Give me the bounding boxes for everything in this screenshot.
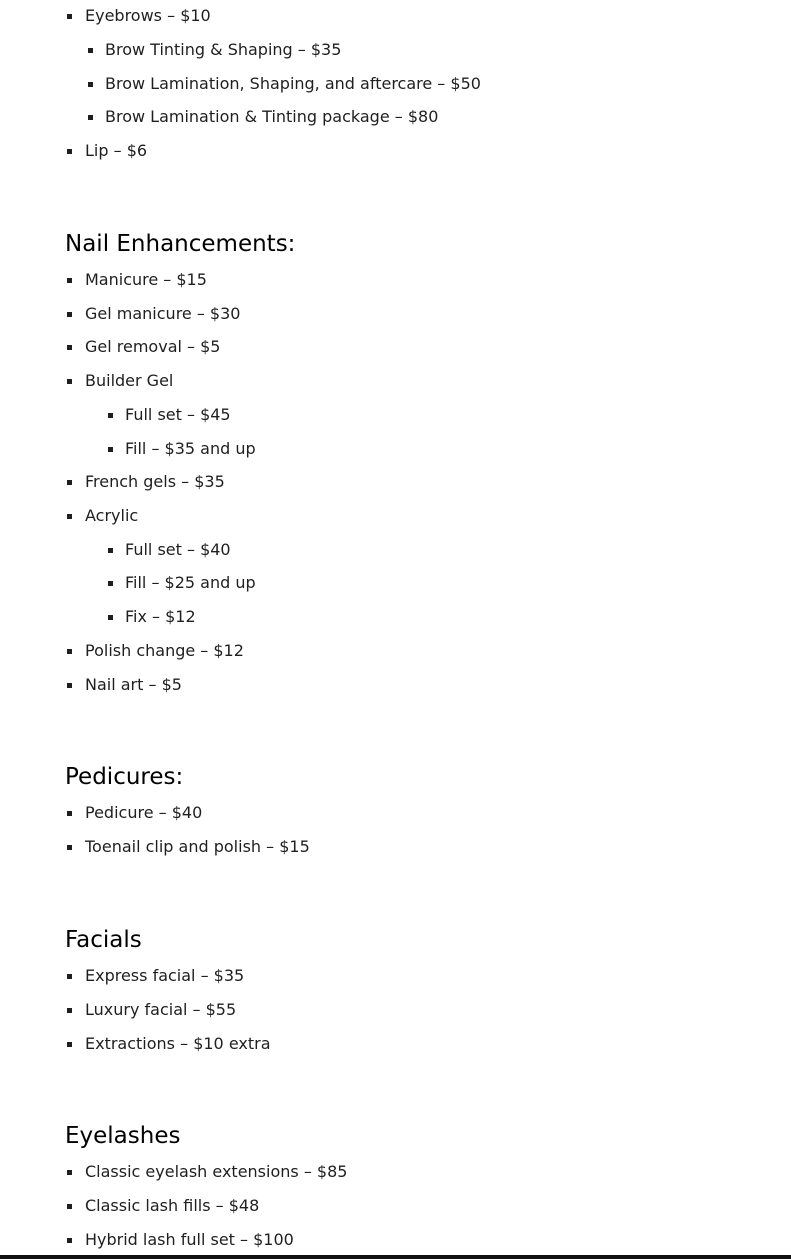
bullet-icon [67,1170,72,1175]
list-item-extractions: Extractions – $10 extra [85,1034,271,1053]
list-item-classic-fills: Classic lash fills – $48 [85,1196,260,1215]
section-heading-pedicures: Pedicures: [65,764,184,790]
bottom-divider [0,1255,791,1259]
list-item-eyebrows: Eyebrows – $10 [85,6,211,25]
list-item-express-facial: Express facial – $35 [85,966,245,985]
list-item-acrylic-full-set: Full set – $40 [125,540,231,559]
list-item-manicure: Manicure – $15 [85,270,207,289]
list-item-luxury-facial: Luxury facial – $55 [85,1000,237,1019]
bullet-icon [88,48,93,53]
bullet-icon [67,649,72,654]
list-item-hybrid-full-set: Hybrid lash full set – $100 [85,1230,294,1249]
list-item-brow-lamination: Brow Lamination, Shaping, and aftercare – $50 [105,74,481,93]
list-item-builder-full-set: Full set – $45 [125,405,231,424]
bullet-icon [88,82,93,87]
bullet-icon [67,974,72,979]
bullet-icon [67,1238,72,1243]
list-item-brow-tinting: Brow Tinting & Shaping – $35 [105,40,342,59]
bullet-icon [67,514,72,519]
list-item-gel-removal: Gel removal – $5 [85,337,221,356]
bullet-icon [67,1008,72,1013]
bullet-icon [67,480,72,485]
bullet-icon [67,14,72,19]
bullet-icon [67,379,72,384]
list-item-lip: Lip – $6 [85,141,148,160]
bullet-icon [108,615,113,620]
bullet-icon [88,115,93,120]
list-item-builder-fill: Fill – $35 and up [125,439,256,458]
bullet-icon [67,149,72,154]
bullet-icon [108,413,113,418]
list-item-builder-gel: Builder Gel [85,371,174,390]
list-item-acrylic-fill: Fill – $25 and up [125,573,256,592]
list-item-pedicure: Pedicure – $40 [85,803,203,822]
list-item-brow-package: Brow Lamination & Tinting package – $80 [105,107,439,126]
bullet-icon [67,1204,72,1209]
list-item-toenail-clip: Toenail clip and polish – $15 [85,837,310,856]
section-heading-facials: Facials [65,927,142,953]
section-heading-eyelashes: Eyelashes [65,1123,181,1149]
list-item-acrylic-fix: Fix – $12 [125,607,196,626]
bullet-icon [67,1042,72,1047]
bullet-icon [67,278,72,283]
list-item-acrylic: Acrylic [85,506,139,525]
bullet-icon [67,683,72,688]
section-heading-nails: Nail Enhancements: [65,231,296,257]
list-item-gel-manicure: Gel manicure – $30 [85,304,241,323]
bullet-icon [67,312,72,317]
bullet-icon [108,447,113,452]
bullet-icon [67,811,72,816]
list-item-classic-extensions: Classic eyelash extensions – $85 [85,1162,348,1181]
list-item-nail-art: Nail art – $5 [85,675,182,694]
list-item-french-gels: French gels – $35 [85,472,225,491]
list-item-polish-change: Polish change – $12 [85,641,244,660]
bullet-icon [67,345,72,350]
bullet-icon [67,845,72,850]
bullet-icon [108,548,113,553]
bullet-icon [108,581,113,586]
